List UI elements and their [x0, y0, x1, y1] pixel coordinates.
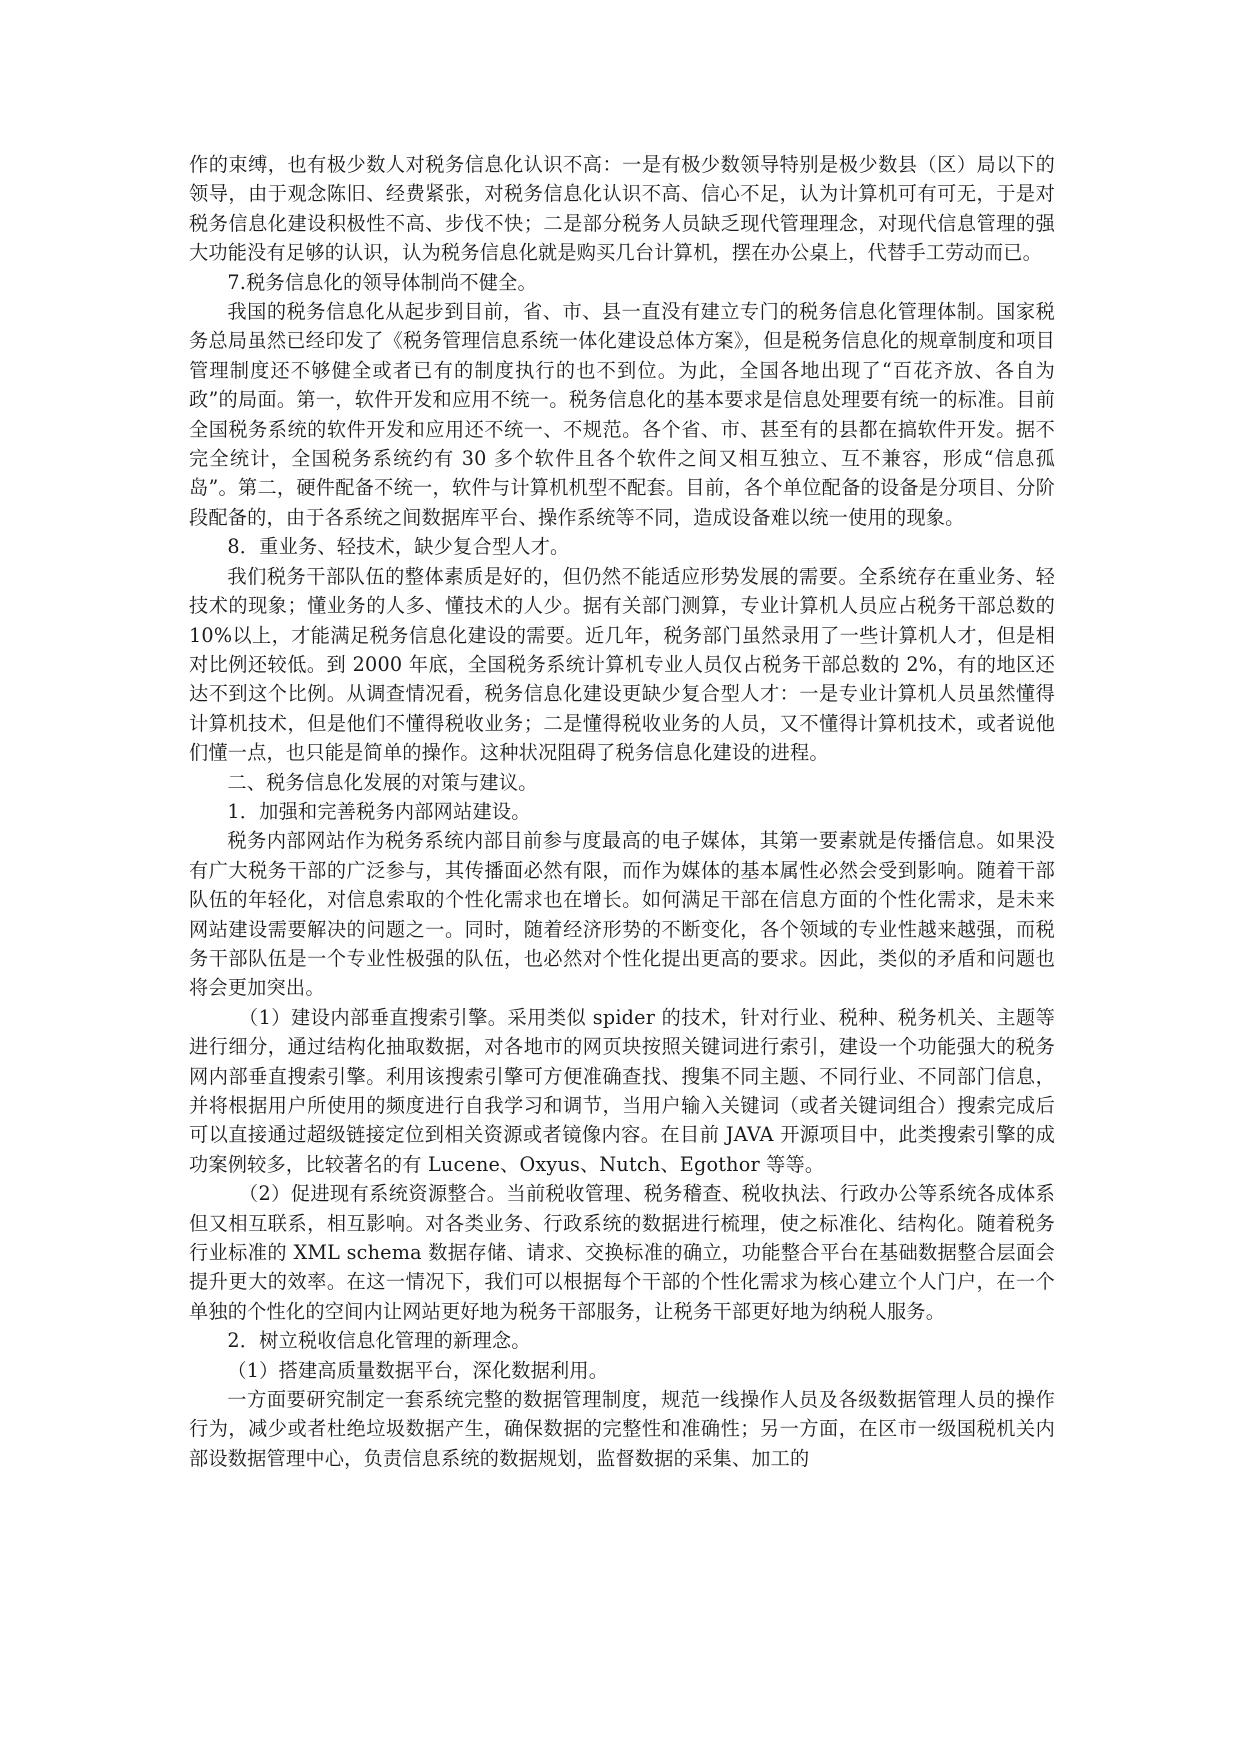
paragraph-search-engine: （1）建设内部垂直搜索引擎。采用类似 spider 的技术，针对行业、税种、税务机关、主题等进行细分，通过结构化抽取数据，对各地市的网页块按照关键词进行索引，建设一个功能强大的税务网内部垂直搜索引擎。利用该搜索引擎可方便准确查找、搜集不同主题、不同行业、不同部门信息，并将根据用户所使用的频度进行自我学习和调节，当用户输入关键词（或者关键词组合）搜索完成后可以直接通过超级链接定位到相关资源或者镜像内容。在目前 JAVA 开源项目中，此类搜索引擎的成功案例较多，比较著名的有 Lucene、Oxyus、Nutch、Egothor 等等。	[189, 1005, 1055, 1176]
paragraph-leadership-system: 我国的税务信息化从起步到目前，省、市、县一直没有建立专门的税务信息化管理体制。国家税务总局虽然已经印发了《税务管理信息系统一体化建设总体方案》，但是税务信息化的规章制度和项目管理制度还不够健全或者已有的制度执行的也不到位。为此，全国各地出现了“百花齐放、各自为政”的局面。第一，软件开发和应用不统一。税务信息化的基本要求是信息处理要有统一的标准。目前全国税务系统的软件开发和应用还不统一、不规范。各个省、市、甚至有的县都在搞软件开发。据不完全统计，全国税务系统约有 30 多个软件且各个软件之间又相互独立、互不兼容，形成“信息孤岛”。第二，硬件配备不统一，软件与计算机机型不配套。目前，各个单位配备的设备是分项目、分阶段配备的，由于各系统之间数据库平台、操作系统等不同，造成设备难以统一使用的现象。	[189, 300, 1055, 529]
heading-item-2: 2．树立税收信息化管理的新理念。	[227, 1329, 531, 1353]
section-heading-2: 二、税务信息化发展的对策与建议。	[227, 770, 538, 794]
heading-item-8: 8．重业务、轻技术，缺少复合型人才。	[227, 535, 570, 559]
document-page	[189, 150, 1055, 1473]
paragraph-resource-integration: （2）促进现有系统资源整合。当前税收管理、税务稽查、税收执法、行政办公等系统各成体系但又相互联系，相互影响。对各类业务、行政系统的数据进行梳理，使之标准化、结构化。随着税务行业标准的 XML schema 数据存储、请求、交换标准的确立，功能整合平台在基础数据整合层面会提升更大的效率。在这一情况下，我们可以根据每个干部的个性化需求为核心建立个人门户，在一个单独的个性化的空间内让网站更好地为税务干部服务，让税务干部更好地为纳税人服务。	[189, 1182, 1055, 1323]
paragraph-talent: 我们税务干部队伍的整体素质是好的，但仍然不能适应形势发展的需要。全系统存在重业务、轻技术的现象；懂业务的人多、懂技术的人少。据有关部门测算，专业计算机人员应占税务干部总数的 10%以上，才能满足税务信息化建设的需要。近几年，税务部门虽然录用了一些计算机人才，但是相对比例还较低。到 2000 年底，全国税务系统计算机专业人员仅占税务干部总数的 2%，有的地区还达不到这个比例。从调查情况看，税务信息化建设更缺少复合型人才：一是专业计算机人员虽然懂得计算机技术，但是他们不懂得税收业务；二是懂得税收业务的人员，又不懂得计算机技术，或者说他们懂一点，也只能是简单的操作。这种状况阻碍了税务信息化建设的进程。	[189, 564, 1055, 765]
heading-item-1: 1．加强和完善税务内部网站建设。	[227, 799, 531, 823]
heading-item-7: 7.税务信息化的领导体制尚不健全。	[227, 270, 537, 294]
subheading-data-platform: （1）搭建高质量数据平台，深化数据利用。	[227, 1358, 609, 1382]
paragraph-data-management: 一方面要研究制定一套系统完整的数据管理制度，规范一线操作人员及各级数据管理人员的操作行为，减少或者杜绝垃圾数据产生，确保数据的完整性和准确性；另一方面，在区市一级国税机关内部设数据管理中心，负责信息系统的数据规划，监督数据的采集、加工的	[189, 1388, 1055, 1470]
paragraph-intranet: 税务内部网站作为税务系统内部目前参与度最高的电子媒体，其第一要素就是传播信息。如果没有广大税务干部的广泛参与，其传播面必然有限，而作为媒体的基本属性必然会受到影响。随着干部队伍的年轻化，对信息索取的个性化需求也在增长。如何满足干部在信息方面的个性化需求，是未来网站建设需要解决的问题之一。同时，随着经济形势的不断变化，各个领域的专业性越来越强，而税务干部队伍是一个专业性极强的队伍，也必然对个性化提出更高的要求。因此，类似的矛盾和问题也将会更加突出。	[189, 829, 1055, 1000]
paragraph-continuation: 作的束缚，也有极少数人对税务信息化认识不高：一是有极少数领导特别是极少数县（区）局以下的领导，由于观念陈旧、经费紧张，对税务信息化认识不高、信心不足，认为计算机可有可无，于是对税务信息化建设积极性不高、步伐不快；二是部分税务人员缺乏现代管理理念，对现代信息管理的强大功能没有足够的认识，认为税务信息化就是购买几台计算机，摆在办公桌上，代替手工劳动而已。	[189, 153, 1055, 265]
